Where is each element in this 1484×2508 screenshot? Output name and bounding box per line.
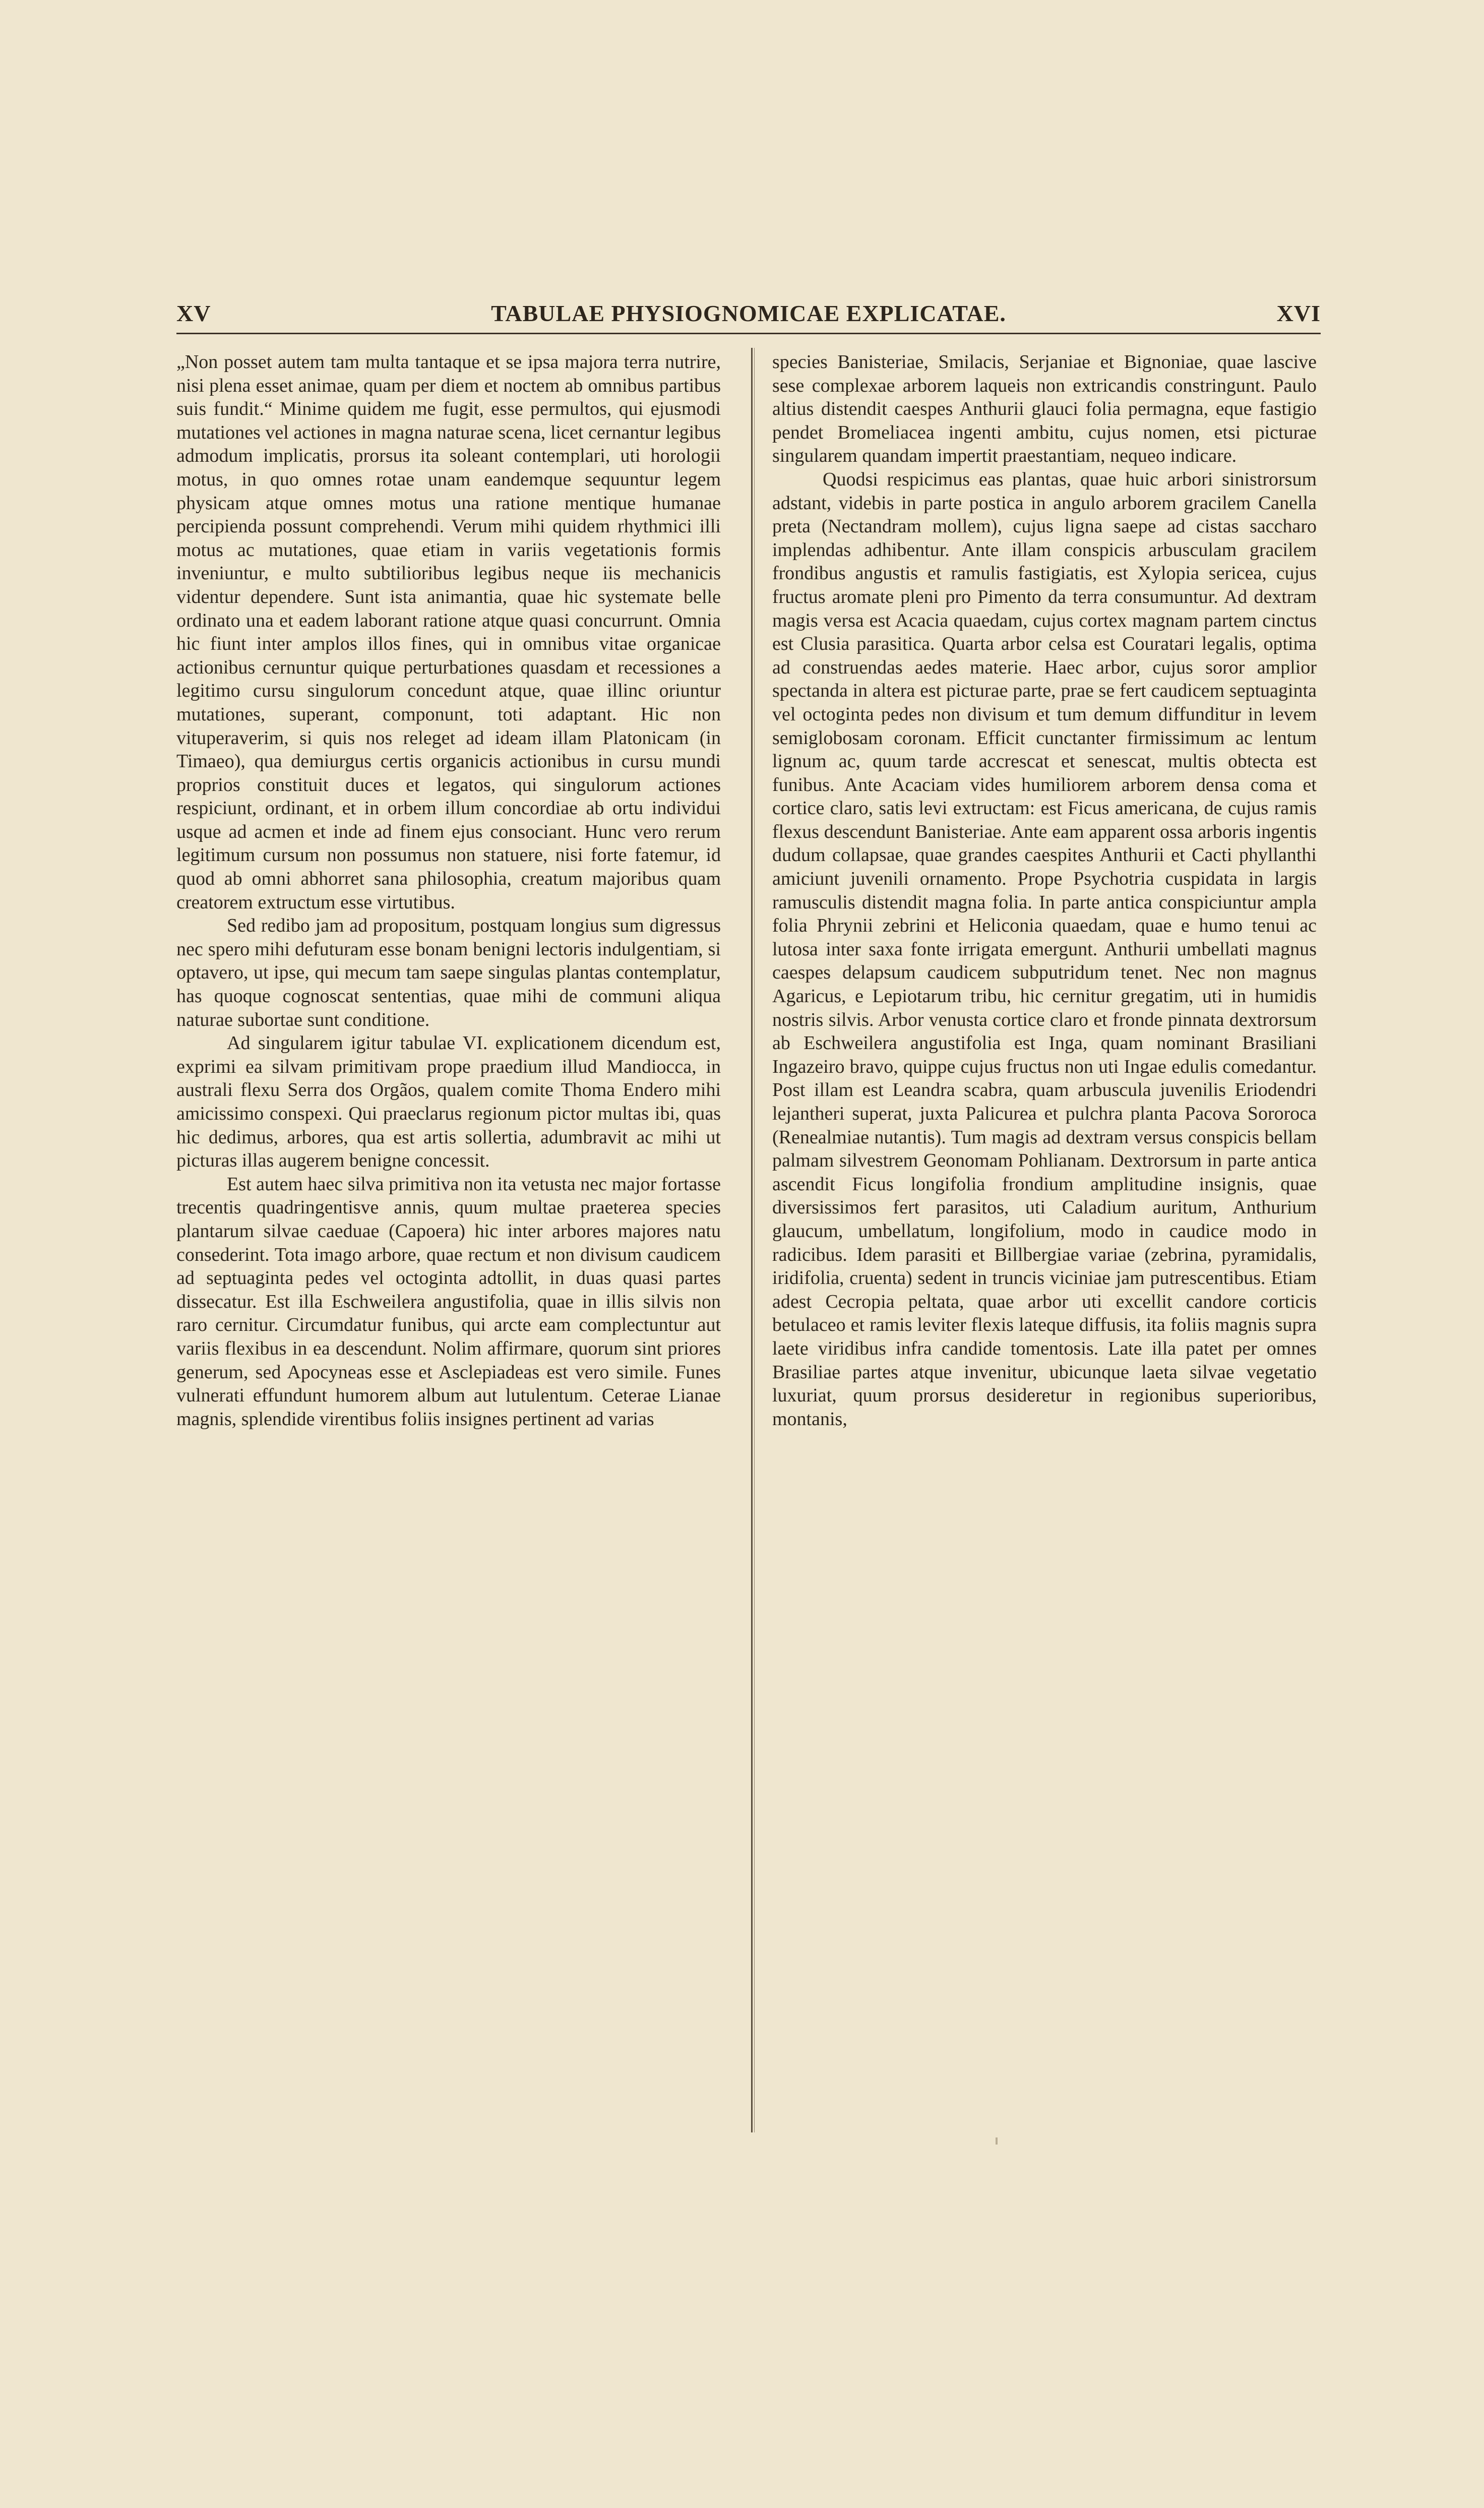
paragraph: Ad singularem igitur tabulae VI. explicationem dicendum est, exprimi ea silvam primitivam prope praedium illud Mandiocca, in australi flexu Serra dos Orgãos, qualem comite Thoma Endero mihi amicissimo conspexi. Qui praeclarus regionum pictor multas ibi, quas hic dedimus, arbores, qua est artis sollertia, adumbravit ac mihi ut picturas illas augerem benigne concessit. [176,1032,721,1172]
column-divider-inner [754,348,755,2132]
page-number-left: XV [176,300,211,326]
right-column [772,350,1317,1431]
paragraph: species Banisteriae, Smilacis, Serjaniae et Bignoniae, quae lascive sese complexae arborem laqueis non extricandis constringunt. Paulo altius distendit caespes Anthurii glauci folia permagna, eque fastigio pendet Bromeliacea ingenti ambitu, cujus nomen, etsi picturae singularem quandam impertit praestantiam, nequeo indicare. [772,351,1317,467]
page-number-right: XVI [1276,300,1321,326]
paragraph: Quodsi respicimus eas plantas, quae huic arbori sinistrorsum adstant, videbis in parte postica in angulo arborem gracilem Canella preta (Nectandram mollem), cujus ligna saepe ad cistas saccharo implendas adhibentur. Ante illam conspicis arbusculam gracilem frondibus angustis et ramulis fastigiatis, est Xylopia sericea, cujus fructus aromate pleni pro Pimento da terra consumuntur. Ad dextram magis versa est Acacia quaedam, cujus cortex magnam partem cinctus est Clusia parasitica. Quarta arbor celsa est Couratari legalis, optima ad construendas aedes materie. Haec arbor, cujus soror amplior spectanda in altera est picturae parte, prae se fert caudicem septuaginta vel octoginta pedes non divisum et tum demum diffunditur in levem semiglobosam coronam. Efficit cunctanter firmissimum ac lentum lignum ac, quum tarde accrescat et senescat, multis obtecta est funibus. Ante Acaciam vides humiliorem arborem densa coma et cortice claro, satis levi extructam: est Ficus americana, de cujus ramis flexus descendunt Banisteriae. Ante eam apparent ossa arboris ingentis dudum collapsae, quae grandes caespites Anthurii et Cacti phyllanthi amiciunt juvenili ornamento. Prope Psychotria cuspidata in largis ramusculis distendit magna folia. In parte antica conspiciuntur ampla folia Phrynii zebrini et Heliconia quaedam, quae e humo tenui ac lutosa inter saxa fonte irrigata emergunt. Anthurii umbellati magnus caespes delapsum caudicem subputridum tenet. Nec non magnus Agaricus, e Lepiotarum tribu, hic cernitur gregatim, uti in humidis nostris silvis. Arbor venusta cortice claro et fronde pinnata dextrorsum ab Eschweilera angustifolia est Inga, quam nominant Brasiliani Ingazeiro bravo, quippe cujus fructus non uti Ingae edulis comedantur. Post illam est Leandra scabra, quam arbuscula juvenilis Eriodendri lejantheri superat, juxta Palicurea et pulchra planta Pacova Sororoca (Renealmiae nutantis). Tum magis ad dextram versus conspicis bellam palmam silvestrem Geonomam Pohlianam. Dextrorsum in parte antica ascendit Ficus longifolia frondium amplitudine insignis, quae diversissimos fert parasitos, uti Caladium auritum, Anthurium glaucum, umbellatum, longifolium, modo in caudice modo in radicibus. Idem parasiti et Billbergiae variae (zebrina, pyramidalis, iridifolia, cruenta) sedent in truncis viciniae jam putrescentibus. Etiam adest Cecropia peltata, quae arbor uti excellit candore corticis betulaceo et ramis leviter flexis lateque diffusis, ita foliis magnis supra laete viridibus infra candide tomentosis. Late illa patet per omnes Brasiliae partes atque invenitur, ubicunque laeta silvae vegetatio luxuriat, quum prorsus desideretur in regionibus superioribus, montanis, [772,468,1317,1430]
paper-speck [996,2137,998,2145]
running-title: TABULAE PHYSIOGNOMICAE EXPLICATAE. [491,300,1006,326]
paragraph: Est autem haec silva primitiva non ita vetusta nec major fortasse trecentis quadringentisve annis, quum multae praeterea species plantarum silvae caeduae (Capoera) hic inter arbores majores natu consederint. Tota imago arbore, quae rectum et non divisum caudicem ad septuaginta pedes vel octoginta adtollit, in duas quasi partes dissecatur. Est illa Eschweilera angustifolia, quae in illis silvis non raro cernitur. Circumdatur funibus, qui arcte eam complectuntur aut variis flexibus in ea descendunt. Nolim affirmare, quorum sint priores generum, sed Apocyneas esse et Asclepiadeas est vero simile. Funes vulnerati effundunt humorem album aut lutulentum. Ceterae Lianae magnis, splendide virentibus foliis insignes pertinent ad varias [176,1173,721,1430]
paragraph: „Non posset autem tam multa tantaque et se ipsa majora terra nutrire, nisi plena esset animae, quam per diem et noctem ab omnibus partibus suis fundit.“ Minime quidem me fugit, esse permultos, qui ejusmodi mutationes vel actiones in magna naturae scena, licet cernantur legibus admodum implicatis, prorsus ita soleant contemplari, uti horologii motus, in quo omnes rotae unam eandemque sequuntur legem physicam atque omnes motus una ratione mentique humanae percipienda possunt comprehendi. Verum mihi quidem rhythmici illi motus ac mutationes, quae etiam in variis vegetationis formis inveniuntur, e multo subtilioribus legibus neque iis mechanicis videntur dependere. Sunt ista animantia, quae hic systemate belle ordinato una et eadem laborant ratione atque quasi concurrunt. Omnia hic fiunt inter amplos illos fines, qui in omnibus vitae organicae actionibus cernuntur quique perturbationes quasdam et recessiones a legitimo cursu singulorum concedunt atque, quae illinc oriuntur mutationes, superant, componunt, toti adaptant. Hic non vituperaverim, si quis nos releget ad ideam illam Platonicam (in Timaeo), qua demiurgus certis organicis actionibus in cursu mundi proprios constituit duces et legatos, qui singulorum actiones respiciunt, ordinant, et in orbem illum concordiae ab ortu individui usque ad acmen et inde ad finem ejus consociant. Hunc vero rerum legitimum cursum non possumus non statuere, nisi forte fatemur, id quod ab omni abhorret sana philosophia, creatum majoribus quam creatorem extructum esse virtutibus. [176,351,721,913]
header-rule [176,333,1321,334]
paragraph: Sed redibo jam ad propositum, postquam longius sum digressus nec spero mihi defuturam esse bonam benigni lectoris indulgentiam, si optavero, ut ipse, qui mecum tam saepe singulas plantas contemplatur, has quoque cognoscat sententias, quae mihi de communi aliqua naturae subortae sunt conditione. [176,915,721,1030]
running-header [176,300,1321,335]
left-column [176,350,721,1431]
column-divider [751,348,753,2132]
